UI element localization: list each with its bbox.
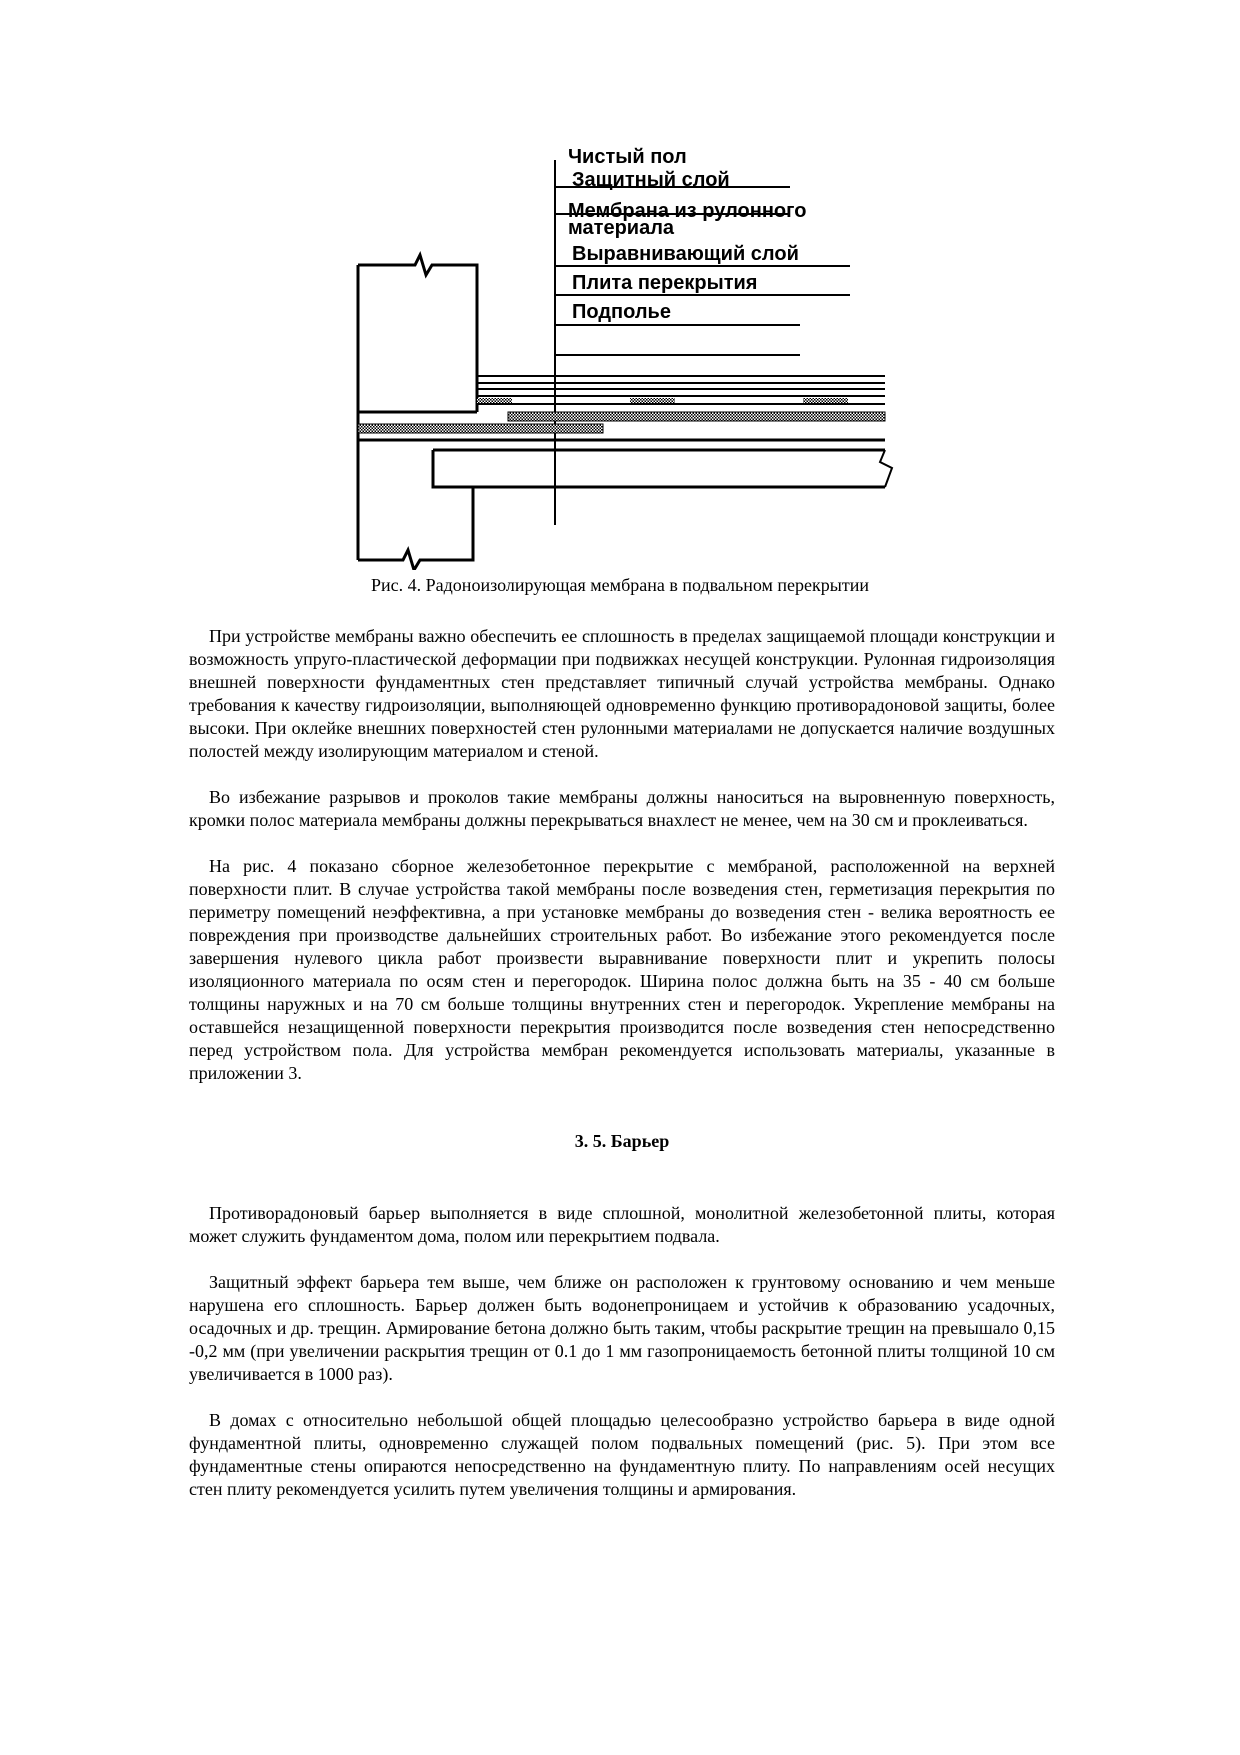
paragraph: В домах с относительно небольшой общей площадью целесообразно устройство барьера в виде одной фундаментной плиты, одновременно служащей полом подвальных помещений (рис. 5). При этом все фундаментные стены опираются непосредственно на фундаментную плиту. По направлениям осей несущих стен плиту рекомендуется усилить путем увеличения толщины и армирования. bbox=[189, 1410, 1055, 1499]
label-protective-layer: Защитный слой bbox=[572, 169, 730, 191]
paragraph: Защитный эффект барьера тем выше, чем ближе он расположен к грунтовому основанию и чем меньше нарушена его сплошность. Барьер должен быть водонепроницаем и устойчив к образованию усадочных, осадочных и др. трещин. Армирование бетона должно быть таким, чтобы раскрытие трещин на превышало 0,15 -0,2 мм (при увеличении раскрытия трещин от 0.1 до 1 мм газопроницаемость бетонной плиты толщиной 10 см увеличивается в 1000 раз). bbox=[189, 1272, 1055, 1384]
label-membrane: Мембрана из рулонного bbox=[568, 200, 807, 222]
wall bbox=[358, 255, 477, 570]
floor-slab bbox=[358, 440, 892, 487]
figure-caption: Рис. 4. Радоноизолирующая мембрана в подвальном перекрытии bbox=[371, 575, 869, 595]
figure-membrane-diagram bbox=[340, 146, 920, 570]
section-heading: 3. 5. Барьер bbox=[574, 1131, 670, 1151]
paragraph: При устройстве мембраны важно обеспечить ее сплошность в пределах защищаемой площади конструкции и возможность упруго-пластической деформации при подвижках несущей конструкции. Рулонная гидроизоляция внешней поверхности фундаментных стен представляет типичный случай устройства мембраны. Однако требования к качеству гидроизоляции, выполняющей одновременно функцию противорадоновой защиты, более высоки. При оклейке внешних поверхностей стен рулонными материалами не допускается наличие воздушных полостей между изолирующим материалом и стеной. bbox=[189, 626, 1055, 761]
label-floor-slab: Плита перекрытия bbox=[572, 272, 758, 294]
body-text bbox=[189, 625, 1055, 1524]
paragraph: Противорадоновый барьер выполняется в виде сплошной, монолитной железобетонной плиты, которая может служить фундаментом дома, полом или перекрытием подвала. bbox=[189, 1203, 1055, 1246]
paragraph: На рис. 4 показано сборное железобетонное перекрытие с мембраной, расположенной на верхней поверхности плит. В случае устройства такой мембраны после возведения стен, герметизация перекрытия по периметру помещений неэффективна, а при установке мембраны до возведения стен - велика вероятность ее повреждения при производстве дальнейших строительных работ. Во избежание этого рекомендуется после завершения нулевого цикла работ произвести выравнивание поверхности плит и укрепить полосы изоляционного материала по осям стен и перегородок. Ширина полос должна быть на 35 - 40 см больше толщины наружных и на 70 см больше толщины внутренних стен и перегородок. Укрепление мембраны на оставшейся незащищенной поверхности перекрытия производится после возведения стен непосредственно перед устройством пола. Для устройства мембран рекомендуется использовать материалы, указанные в приложении 3. bbox=[189, 856, 1055, 1083]
label-crawlspace: Подполье bbox=[572, 301, 671, 323]
label-clean-floor: Чистый пол bbox=[568, 146, 687, 168]
label-leveling-layer: Выравнивающий слой bbox=[572, 243, 799, 265]
paragraph: Во избежание разрывов и проколов такие мембраны должны наноситься на выровненную поверхность, кромки полос материала мембраны должны перекрываться внахлест не менее, чем на 30 см и проклеиваться. bbox=[189, 787, 1055, 830]
label-membrane-material: материала bbox=[568, 217, 675, 239]
